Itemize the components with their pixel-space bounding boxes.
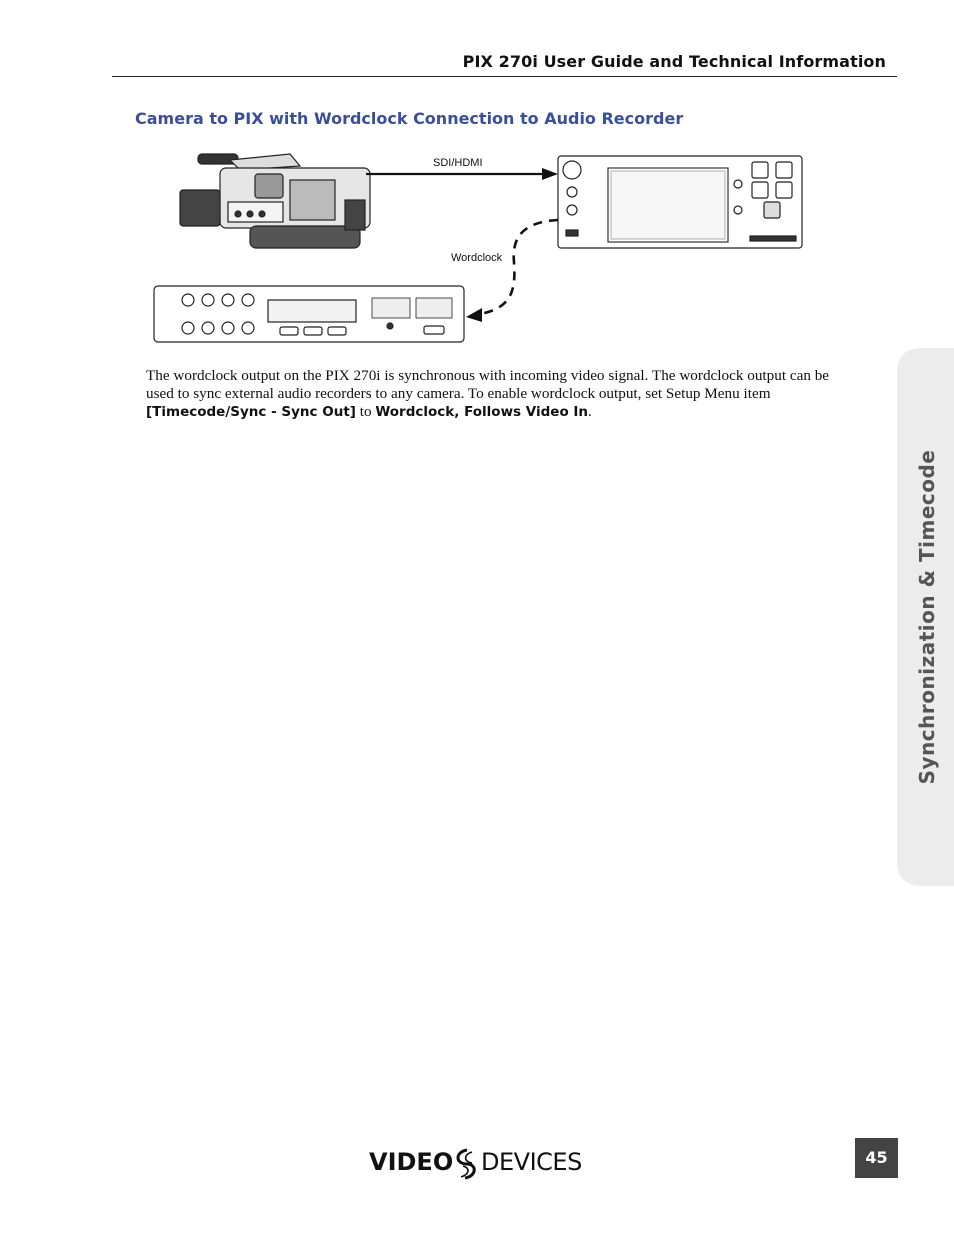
logo-word-devices: DEVICES [481,1148,582,1176]
wordclock-cable [480,220,558,314]
sdi-arrow-head [542,168,558,180]
page-number: 45 [855,1138,898,1178]
pix-270i-illustration [558,156,802,248]
menu-item-name: [Timecode/Sync - Sync Out] [146,404,356,421]
camera-illustration [180,154,370,248]
body-text-2: to [355,403,376,421]
label-sdi-hdmi: SDI/HDMI [433,157,483,169]
label-wordclock: Wordclock [451,252,503,264]
header-rule [112,76,897,77]
section-heading: Camera to PIX with Wordclock Connection to Audio Recorder [135,109,684,128]
logo-word-video: VIDEO [369,1148,454,1176]
body-text-1: The wordclock output on the PIX 270i is synchronous with incoming video signal. The wordclock output can be used to sync external audio recorders to any camera. To enable wordclock output, set Setup Menu item [146,367,830,403]
body-paragraph [146,367,846,422]
body-text-3: . [588,403,592,421]
header-title: PIX 270i User Guide and Technical Information [462,52,886,71]
audio-recorder-illustration [154,286,464,342]
wordclock-arrow-head [466,308,482,322]
menu-item-value: Wordclock, Follows Video In [375,404,589,421]
connection-diagram [140,140,820,350]
video-devices-logo [369,1146,589,1182]
side-tab-label: Synchronization & Timecode [915,449,939,785]
